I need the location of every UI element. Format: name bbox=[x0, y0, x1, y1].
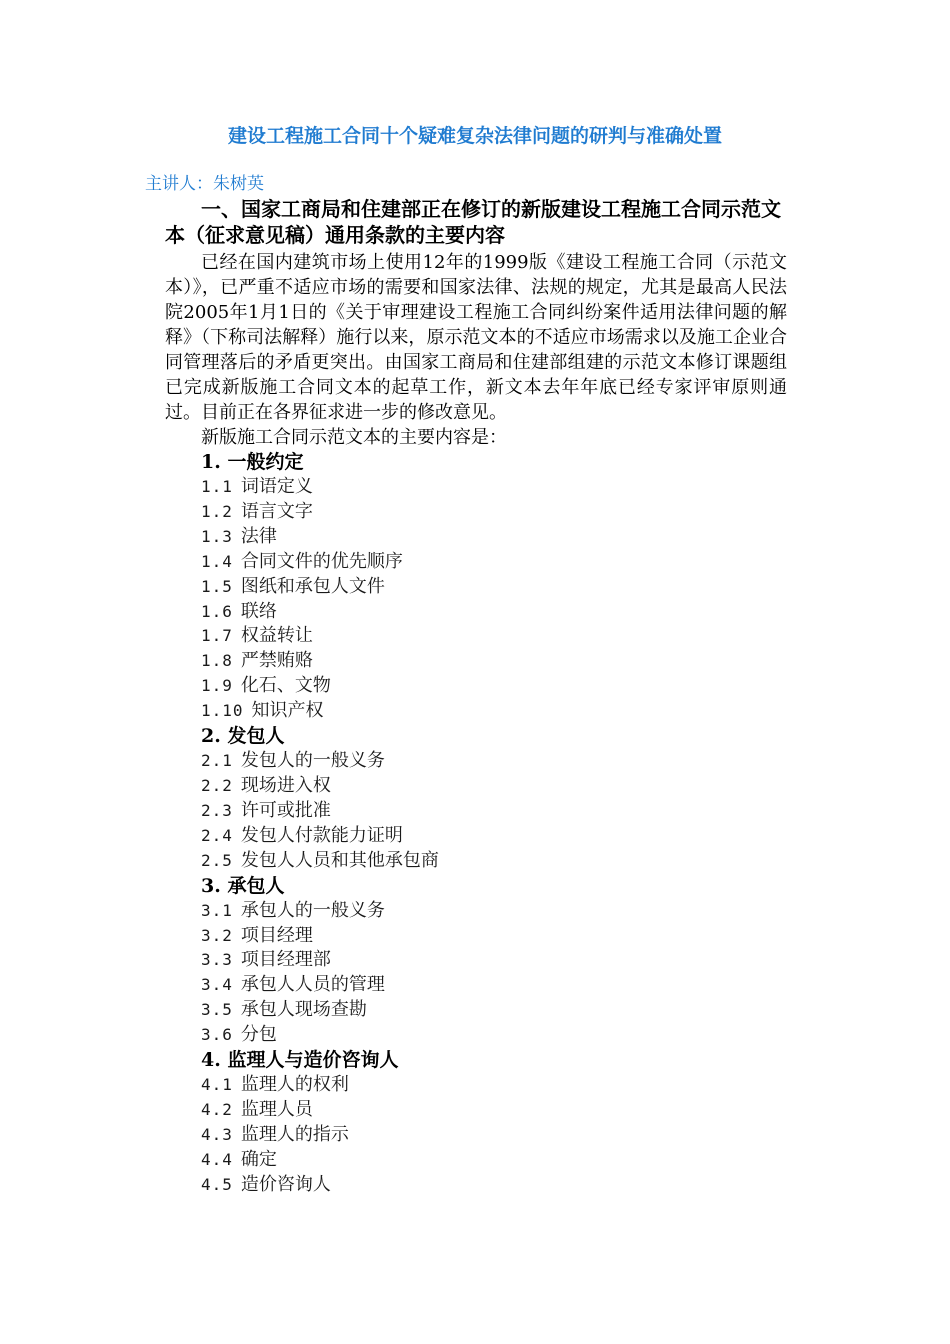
outline-item-text: 许可或批准 bbox=[240, 799, 331, 821]
outline-item-text: 确定 bbox=[240, 1148, 277, 1170]
outline-item bbox=[201, 674, 787, 699]
outline-item-number: 3.5 bbox=[201, 1000, 233, 1020]
outline-item-number: 2.1 bbox=[201, 751, 233, 771]
outline-item bbox=[201, 649, 787, 674]
outline-item-text: 法律 bbox=[240, 525, 277, 547]
speaker-line: 主讲人：朱树英 bbox=[145, 174, 264, 194]
outline-item bbox=[201, 1148, 787, 1173]
outline-item-text: 联络 bbox=[240, 600, 277, 622]
outline-item bbox=[201, 899, 787, 924]
outline-item-text: 发包人的一般义务 bbox=[240, 750, 385, 772]
outline-item-number: 3.3 bbox=[201, 950, 233, 970]
outline-item bbox=[201, 1073, 787, 1098]
outline-item bbox=[201, 1098, 787, 1123]
outline-item bbox=[201, 600, 787, 625]
outline-item bbox=[201, 924, 787, 949]
outline-item-text: 监理人的指示 bbox=[240, 1123, 349, 1145]
outline-item-text: 监理人员 bbox=[240, 1098, 313, 1120]
outline-item bbox=[201, 500, 787, 525]
outline-item-number: 2.2 bbox=[201, 775, 233, 795]
outline-item bbox=[201, 973, 787, 998]
outline-item-text: 项目经理 bbox=[240, 924, 313, 946]
outline-item-text: 权益转让 bbox=[240, 625, 313, 647]
outline-item-number: 2.3 bbox=[201, 800, 233, 820]
outline-item bbox=[201, 525, 787, 550]
outline-section-title: 4. 监理人与造价咨询人 bbox=[201, 1049, 399, 1072]
outline-item-number: 3.6 bbox=[201, 1025, 233, 1045]
outline-item-text: 承包人现场查勘 bbox=[240, 999, 367, 1021]
document-body bbox=[165, 196, 787, 1198]
contents-outline bbox=[165, 450, 787, 1198]
outline-item bbox=[201, 849, 787, 874]
outline-item-number: 1.1 bbox=[201, 477, 233, 496]
outline-item bbox=[201, 1173, 787, 1198]
outline-item-text: 发包人人员和其他承包商 bbox=[240, 849, 439, 871]
outline-item-text: 造价咨询人 bbox=[240, 1173, 331, 1195]
outline-section-title: 2. 发包人 bbox=[201, 725, 285, 748]
outline-item bbox=[201, 824, 787, 849]
outline-item-text: 严禁贿赂 bbox=[240, 650, 313, 672]
outline-item-text: 发包人付款能力证明 bbox=[240, 824, 403, 846]
outline-section-title: 3. 承包人 bbox=[201, 874, 285, 897]
outline-item bbox=[201, 948, 787, 973]
outline-item-number: 4.2 bbox=[201, 1099, 233, 1119]
outline-item-number: 1.2 bbox=[201, 501, 233, 521]
outline-item bbox=[201, 1123, 787, 1148]
outline-item bbox=[201, 799, 787, 824]
outline-item-number: 4.4 bbox=[201, 1149, 233, 1169]
outline-item-text: 化石、文物 bbox=[240, 675, 331, 697]
outline-item-text: 现场进入权 bbox=[240, 774, 331, 796]
document-title: 建设工程施工合同十个疑难复杂法律问题的研判与准确处置 bbox=[227, 125, 722, 147]
outline-item-number: 2.4 bbox=[201, 825, 233, 845]
outline-item-number: 3.2 bbox=[201, 925, 233, 945]
outline-item-number: 3.1 bbox=[201, 900, 233, 920]
outline-section-title: 1. 一般约定 bbox=[201, 451, 304, 473]
outline-item-text: 语言文字 bbox=[240, 500, 313, 522]
body-paragraph-intro: 新版施工合同示范文本的主要内容是： bbox=[201, 427, 507, 448]
outline-item-number: 1.5 bbox=[201, 576, 233, 596]
outline-item bbox=[201, 624, 787, 649]
outline-item-number: 1.4 bbox=[201, 551, 233, 571]
outline-item-number: 1.6 bbox=[201, 601, 233, 621]
outline-item bbox=[201, 774, 787, 799]
outline-item-text: 承包人人员的管理 bbox=[240, 974, 385, 996]
outline-item-text: 合同文件的优先顺序 bbox=[240, 550, 403, 572]
outline-item bbox=[201, 475, 787, 500]
outline-item bbox=[201, 575, 787, 600]
outline-item-text: 项目经理部 bbox=[240, 949, 331, 971]
outline-item-number: 1.10 bbox=[201, 701, 244, 721]
outline-item-number: 2.5 bbox=[201, 850, 233, 870]
outline-item-number: 4.5 bbox=[201, 1174, 233, 1194]
outline-item-text: 知识产权 bbox=[251, 700, 324, 722]
outline-item-number: 4.3 bbox=[201, 1124, 233, 1144]
outline-item-text: 词语定义 bbox=[240, 476, 313, 497]
outline-item-text: 图纸和承包人文件 bbox=[240, 575, 385, 597]
outline-item-number: 1.7 bbox=[201, 626, 233, 646]
outline-item-number: 1.3 bbox=[201, 526, 233, 546]
outline-item-text: 承包人的一般义务 bbox=[240, 899, 385, 921]
outline-item-text: 监理人的权利 bbox=[240, 1074, 349, 1096]
outline-item-number: 4.1 bbox=[201, 1075, 233, 1095]
outline-item-text: 分包 bbox=[240, 1024, 277, 1046]
outline-item-number: 1.9 bbox=[201, 676, 233, 696]
outline-item bbox=[201, 550, 787, 575]
outline-item bbox=[201, 699, 787, 724]
outline-item-number: 3.4 bbox=[201, 975, 233, 995]
body-paragraph: 已经在国内建筑市场上使用12年的1999版《建设工程施工合同（示范文本）》，已严重不适应市场的需要和国家法律、法规的规定，尤其是最高人民法院2005年1月1日的《关于审理建设工程施工合同纠纷案件适用法律问题的解释》（下称司法解释）施行以来，原示范文本的不适应市场需求以及施工企业合同管理落后的矛盾更突出。由国家工商局和住建部组建的示范文本修订课题组已完成新版施工合同文本的起草工作，新文本去年年底已经专家评审原则通过。目前正在各界征求进一步的修改意见。 bbox=[165, 252, 787, 423]
section-heading: 一、国家工商局和住建部正在修订的新版建设工程施工合同示范文本（征求意见稿）通用条款的主要内容 bbox=[165, 197, 781, 247]
outline-item bbox=[201, 1023, 787, 1048]
outline-item bbox=[201, 998, 787, 1023]
outline-item bbox=[201, 749, 787, 774]
outline-item-number: 1.8 bbox=[201, 651, 233, 671]
